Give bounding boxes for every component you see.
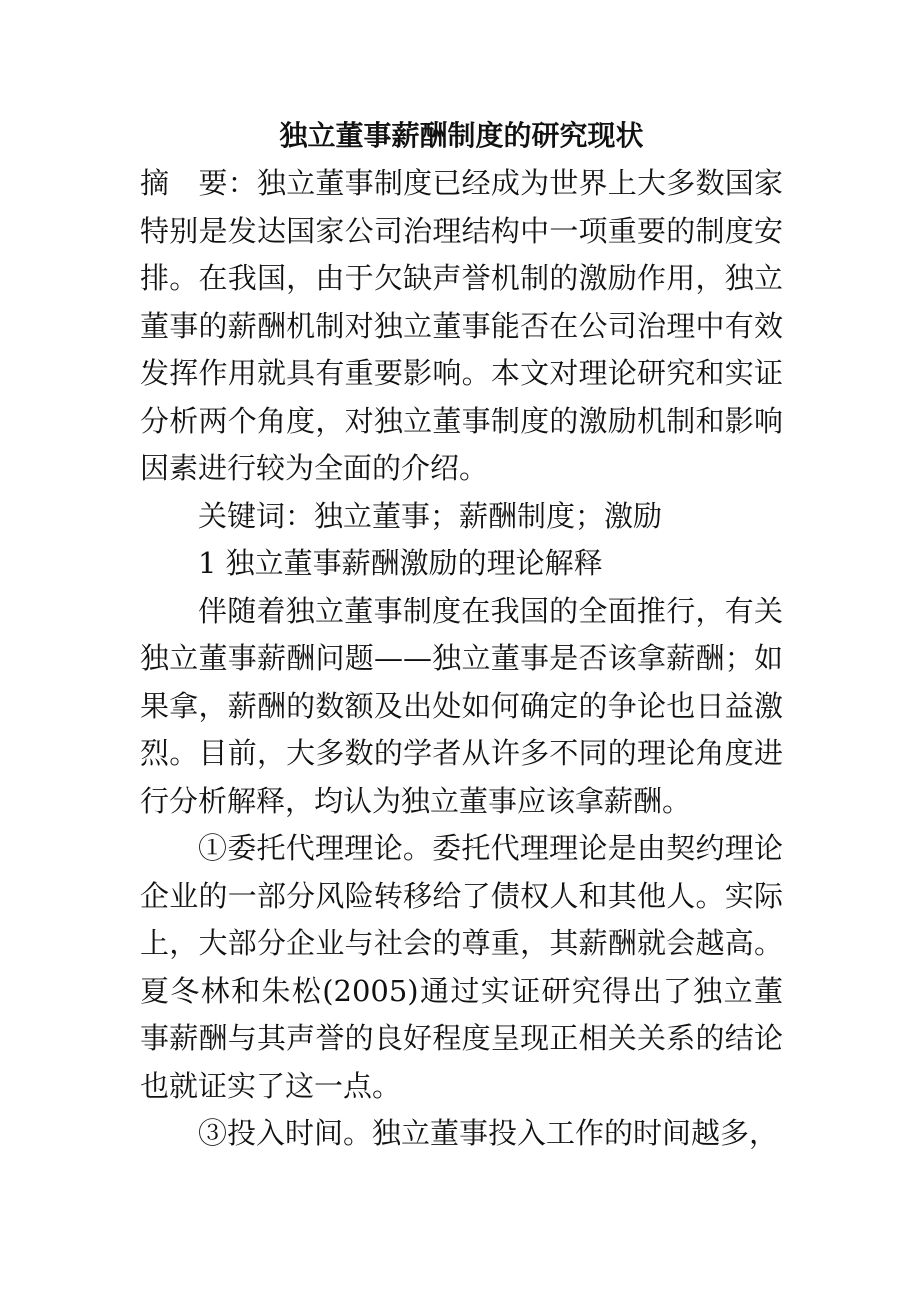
abstract-text: 独立董事制度已经成为世界上大多数国家特别是发达国家公司治理结构中一项重要的制度安排。在我国，由于欠缺声誉机制的激励作用，独立董事的薪酬机制对独立董事能否在公司治理中有效发挥作用就具有重要影响。本文对理论研究和实证分析两个角度，对独立董事制度的激励机制和影响因素进行较为全面的介绍。 — [140, 166, 783, 485]
abstract-label: 摘 要： — [140, 166, 257, 200]
keywords-line: 关键词：独立董事；薪酬制度；激励 — [198, 498, 663, 533]
body-paragraph-3: ③投入时间。独立董事投入工作的时间越多， — [198, 1116, 779, 1150]
section-heading: 1 独立董事薪酬激励的理论解释 — [198, 546, 603, 580]
document-page — [140, 112, 783, 1158]
body-paragraph-1: 伴随着独立董事制度在我国的全面推行，有关独立董事薪酬问题——独立董事是否该拿薪酬；如果拿，薪酬的数额及出处如何确定的争论也日益激烈。目前，大多数的学者从许多不同的理论角度进行分析解释，均认为独立董事应该拿薪酬。 — [140, 593, 783, 818]
document-title: 独立董事薪酬制度的研究现状 — [279, 119, 644, 152]
body-paragraph-2: ①委托代理理论。委托代理理论是由契约理论企业的一部分风险转移给了债权人和其他人。实际上，大部分企业与社会的尊重，其薪酬就会越高。夏冬林和朱松(2005)通过实证研究得出了独立董事薪酬与其声誉的良好程度呈现正相关关系的结论也就证实了这一点。 — [140, 831, 783, 1103]
abstract-paragraph — [140, 160, 783, 493]
